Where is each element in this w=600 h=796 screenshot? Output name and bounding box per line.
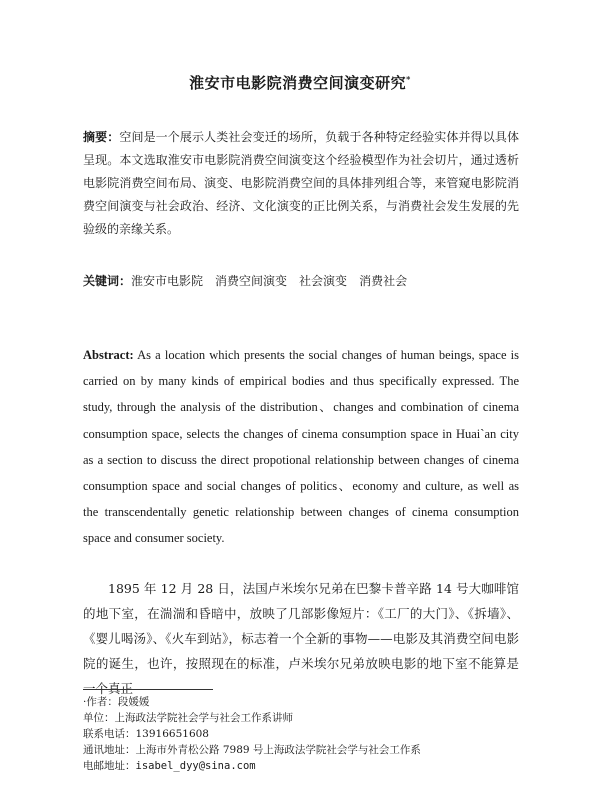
abstract-cn-label: 摘要： xyxy=(83,130,120,144)
keyword-item: 消费空间演变 xyxy=(215,274,288,288)
footnotes xyxy=(83,694,543,774)
title-text: 淮安市电影院消费空间演变研究 xyxy=(189,74,407,92)
body-paragraph: 1895 年 12 月 28 日，法国卢米埃尔兄弟在巴黎卡普辛路 14 号大咖啡馆的地下室，在湍湍和昏暗中，放映了几部影像短片：《工厂的大门》、《拆墙》、《婴儿喝汤》、《火车到站》，标志着一个全新的事物——电影及其消费空间电影院的诞生，也许，按照现在的标准，卢米埃尔兄弟放映电影的地下室不能算是一个真正 xyxy=(83,581,519,696)
keyword-item: 社会演变 xyxy=(299,274,348,288)
abstract-en-text: As a location which presents the social changes of human beings, space is carried on by many kinds of empirical bodies and thus specifically expressed. The study, through the analysis of the distribution、changes and combination of cinema consumption space, selects the changes of cinema consumption space in Huai`an city as a section to discuss the direct propotional relationship between changes of cinema consumption space and social changes of politics、economy and culture, as well as the transcendentally genetic relationship between changes of cinema consumption space and consumer society. xyxy=(83,348,519,546)
keywords-label: 关键词： xyxy=(83,274,132,288)
abstract-en-label: Abstract: xyxy=(83,348,134,362)
footnote-phone: 联系电话：13916651608 xyxy=(83,728,209,740)
title-footnote-mark: * xyxy=(406,74,411,84)
keyword-item: 消费社会 xyxy=(359,274,408,288)
footnote-unit: 单位：上海政法学院社会学与社会工作系讲师 xyxy=(83,712,293,724)
keyword-item: 淮安市电影院 xyxy=(131,274,204,288)
abstract-cn-text: 空间是一个展示人类社会变迁的场所，负载于各种特定经验实体并得以具体呈现。本文选取淮安市电影院消费空间演变这个经验模型作为社会切片，通过透析电影院消费空间布局、演变、电影院消费空间的具体排列组合等，来管窥电影院消费空间演变与社会政治、经济、文化演变的正比例关系，与消费社会发生发展的先验级的亲缘关系。 xyxy=(83,130,519,236)
abstract-chinese xyxy=(83,126,519,241)
footnote-address: 通讯地址：上海市外青松公路 7989 号上海政法学院社会学与社会工作系 xyxy=(83,744,421,756)
footnote-email-label: 电邮地址： xyxy=(83,760,136,772)
footnote-email-line xyxy=(83,758,543,774)
abstract-english xyxy=(83,342,519,552)
paper-title xyxy=(0,72,600,93)
footnote-divider xyxy=(83,689,213,690)
footnote-email: isabel_dyy@sina.com xyxy=(135,760,256,772)
footnote-author: ·作者：段媛媛 xyxy=(83,696,150,708)
keywords xyxy=(83,270,519,293)
